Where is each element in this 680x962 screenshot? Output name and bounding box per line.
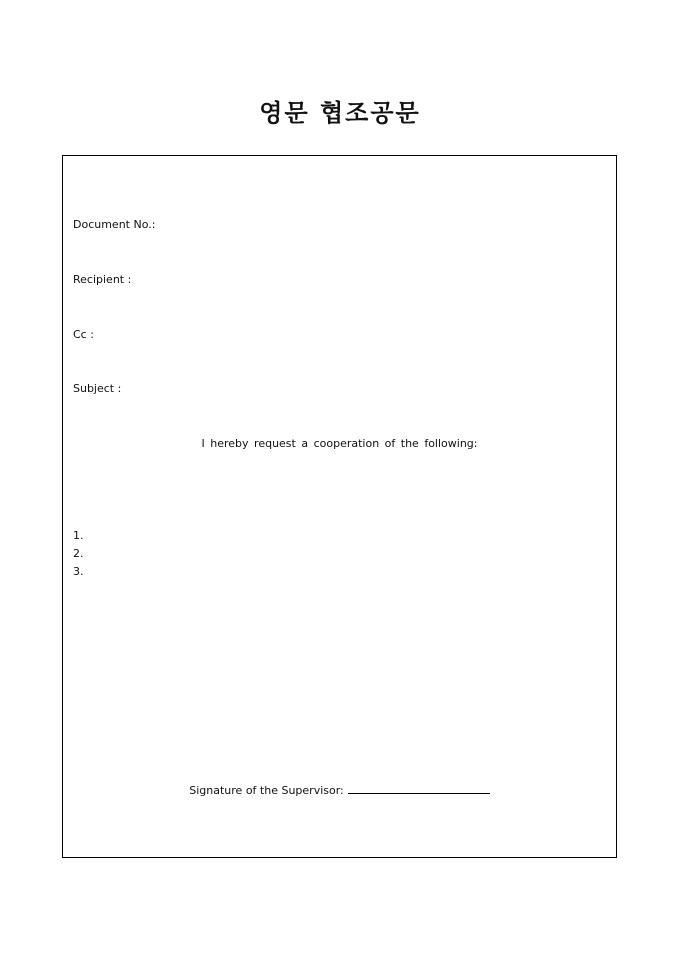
signature-line[interactable] [348,783,490,794]
form-frame [62,155,617,858]
signature-label: Signature of the Supervisor: [189,784,344,797]
document-title: 영문 협조공문 [259,99,421,127]
list-item: 2. [73,547,84,560]
cc-label: Cc : [73,328,94,341]
request-list [73,527,84,581]
recipient-label: Recipient : [73,273,132,286]
signature-block [63,783,616,798]
list-item: 3. [73,565,84,578]
list-item: 1. [73,529,84,542]
request-statement: I hereby request a cooperation of the following: [201,437,478,450]
document-number-label: Document No.: [73,218,156,231]
subject-label: Subject : [73,382,122,395]
